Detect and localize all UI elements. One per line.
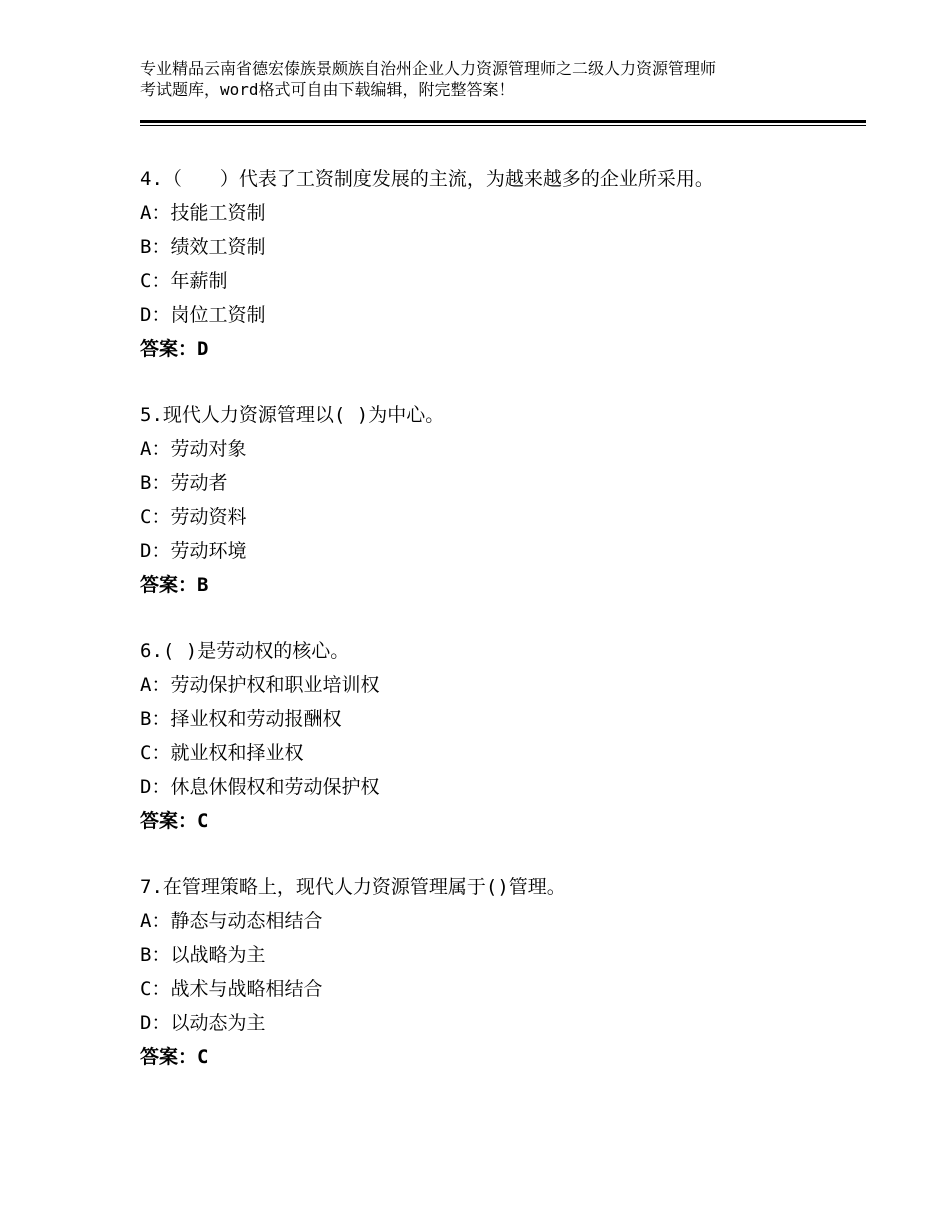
option-a: A：静态与动态相结合 — [140, 910, 323, 932]
question-text: 4.（ ）代表了工资制度发展的主流，为越来越多的企业所采用。 — [140, 168, 714, 190]
question-7 — [140, 870, 870, 1074]
question-text: 5.现代人力资源管理以( )为中心。 — [140, 404, 445, 426]
option-b: B：择业权和劳动报酬权 — [140, 708, 342, 730]
option-a: A：劳动保护权和职业培训权 — [140, 674, 380, 696]
option-a: A：技能工资制 — [140, 202, 266, 224]
option-a: A：劳动对象 — [140, 438, 247, 460]
header-line-2: 考试题库，word格式可自由下载编辑，附完整答案！ — [140, 80, 515, 99]
header-line-1: 专业精品云南省德宏傣族景颇族自治州企业人力资源管理师之二级人力资源管理师 — [140, 59, 717, 78]
option-b: B：劳动者 — [140, 472, 228, 494]
option-b: B：以战略为主 — [140, 944, 266, 966]
option-c: C：就业权和择业权 — [140, 742, 304, 764]
question-text: 7.在管理策略上，现代人力资源管理属于()管理。 — [140, 876, 566, 898]
option-c: C：劳动资料 — [140, 506, 247, 528]
question-4 — [140, 162, 870, 366]
option-d: D：岗位工资制 — [140, 304, 266, 326]
option-b: B：绩效工资制 — [140, 236, 266, 258]
header-divider-thick — [140, 120, 866, 123]
answer-label: 答案：C — [140, 810, 209, 832]
option-d: D：休息休假权和劳动保护权 — [140, 776, 380, 798]
option-c: C：战术与战略相结合 — [140, 978, 323, 1000]
option-c: C：年薪制 — [140, 270, 228, 292]
answer-label: 答案：C — [140, 1046, 209, 1068]
question-6 — [140, 634, 870, 838]
document-header — [140, 58, 840, 100]
question-5 — [140, 398, 870, 602]
option-d: D：劳动环境 — [140, 540, 247, 562]
question-list — [140, 162, 870, 1106]
header-divider-thin — [140, 125, 866, 126]
answer-label: 答案：B — [140, 574, 209, 596]
answer-label: 答案：D — [140, 338, 209, 360]
option-d: D：以动态为主 — [140, 1012, 266, 1034]
question-text: 6.( )是劳动权的核心。 — [140, 640, 350, 662]
